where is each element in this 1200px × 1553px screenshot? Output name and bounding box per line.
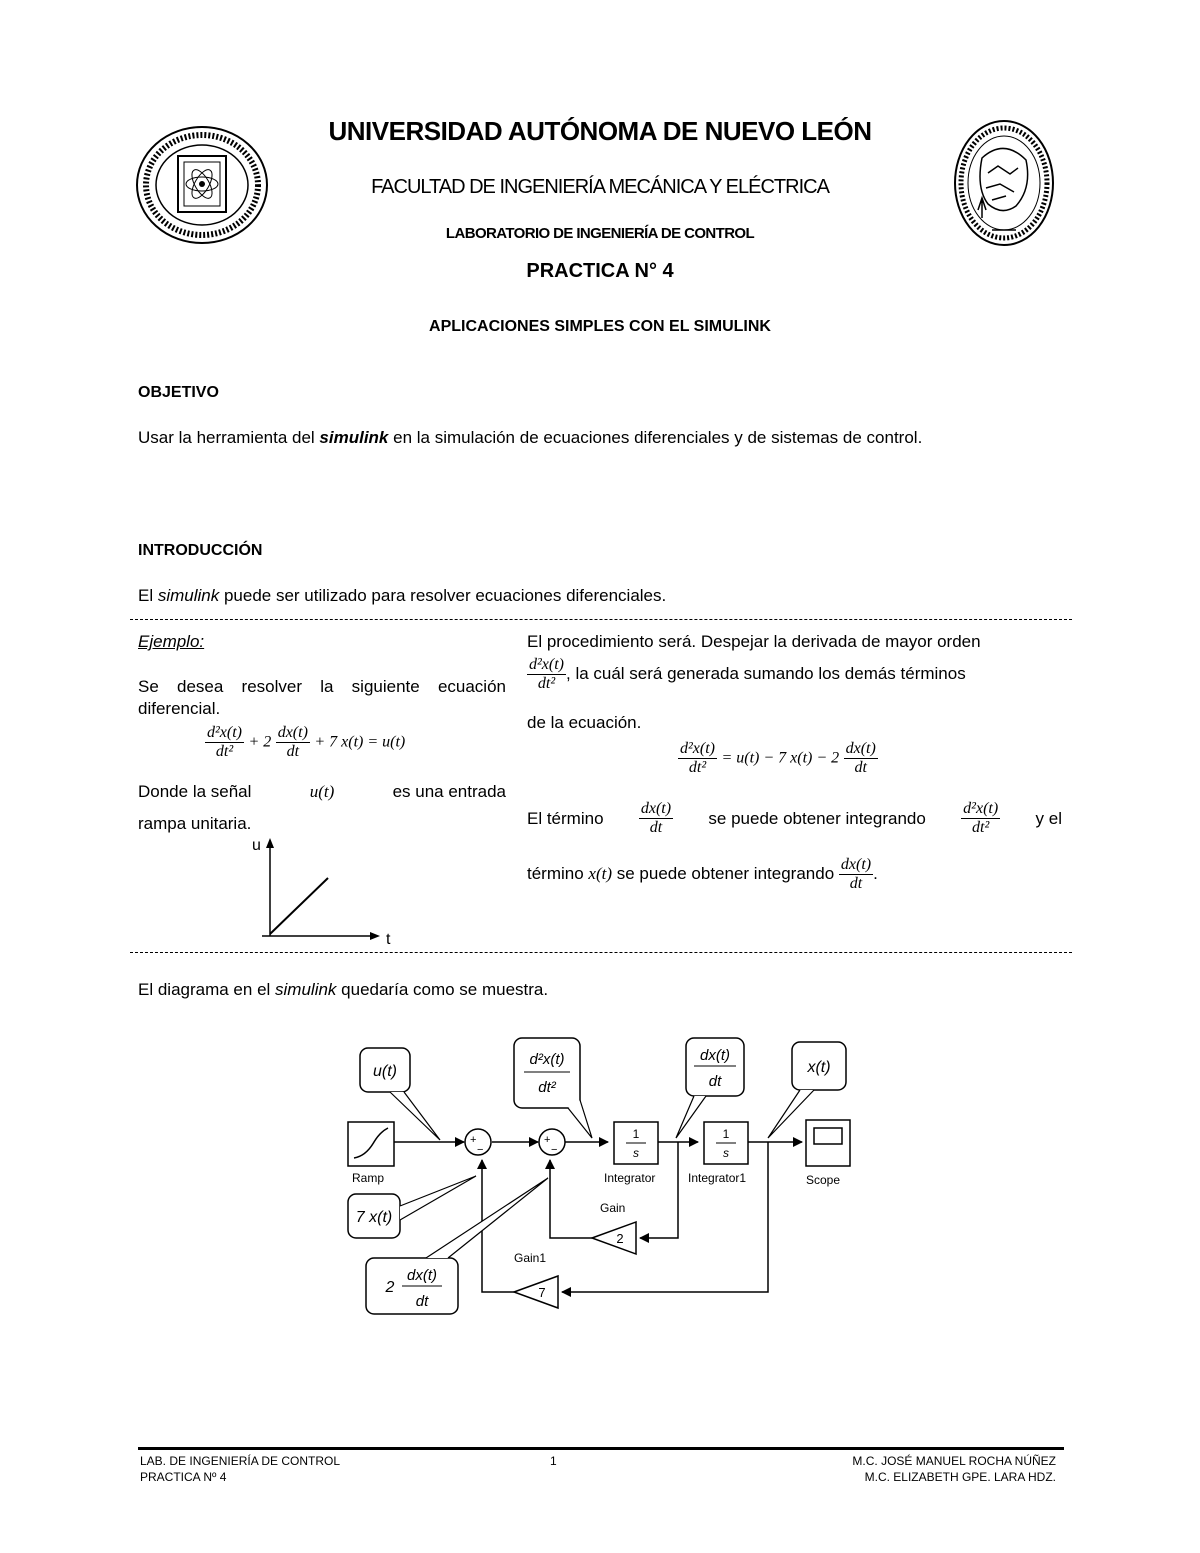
svg-text:7 x(t): 7 x(t) bbox=[355, 1209, 393, 1226]
objective-text: Usar la herramienta del simulink en la simulación de ecuaciones diferenciales y de sistemas de control. bbox=[138, 428, 923, 447]
gain1-block bbox=[514, 1276, 558, 1308]
scope-label: Scope bbox=[806, 1173, 841, 1187]
practice-title: PRACTICA N° 4 bbox=[526, 260, 674, 282]
svg-text:1: 1 bbox=[632, 1127, 640, 1141]
faculty-title: FACULTAD DE INGENIERÍA MECÁNICA Y ELÉCTRICA bbox=[371, 176, 829, 198]
procedure-line3: de la ecuación. bbox=[527, 713, 642, 732]
footer-right-2: M.C. ELIZABETH GPE. LARA HDZ. bbox=[864, 1470, 1056, 1484]
top-dashed-divider bbox=[130, 619, 1072, 620]
footer-page-number: 1 bbox=[550, 1454, 557, 1468]
integrator-label: Integrator bbox=[604, 1171, 656, 1185]
integrator1-block bbox=[704, 1122, 748, 1164]
footer-rule bbox=[138, 1447, 1064, 1450]
objective-heading: OBJETIVO bbox=[138, 384, 219, 401]
lab-title: LABORATORIO DE INGENIERÍA DE CONTROL bbox=[445, 225, 755, 242]
gain-block bbox=[592, 1222, 640, 1254]
sum-block-1 bbox=[465, 1129, 491, 1156]
practice-subtitle: APLICACIONES SIMPLES CON EL SIMULINK bbox=[429, 318, 771, 335]
svg-text:2: 2 bbox=[616, 1231, 624, 1246]
diagram-intro-text: El diagrama en el simulink quedaría como se muestra. bbox=[138, 980, 549, 999]
svg-text:u(t): u(t) bbox=[373, 1063, 397, 1080]
svg-text:d²x(t): d²x(t) bbox=[529, 1051, 565, 1068]
footer-left-1: LAB. DE INGENIERÍA DE CONTROL bbox=[140, 1454, 341, 1468]
procedure-line1: El procedimiento será. Despejar la derivada de mayor orden bbox=[527, 632, 981, 651]
sum-block-2 bbox=[539, 1129, 565, 1156]
gain1-label: Gain1 bbox=[514, 1251, 547, 1265]
ramp-block bbox=[348, 1122, 394, 1166]
callout-7x bbox=[348, 1176, 476, 1238]
plot-t-label: t bbox=[386, 931, 391, 948]
plot-u-label: u bbox=[252, 837, 261, 854]
solved-equation: $\frac{\text{d²x(t)}}{\text{dt²}}$ = u(t) − 7 x(t) − 2 $\frac{dx(t)}{dt}$ bbox=[680, 740, 876, 776]
signal-line2: rampa unitaria. bbox=[138, 814, 252, 833]
svg-text:x(t): x(t) bbox=[807, 1059, 831, 1076]
procedure-term1: El término $\frac{dx(t)}{dt}$ se puede obtener integrando $\frac{\text{d²x(t)}}{\text{dt²}}$ y el bbox=[527, 800, 1062, 836]
procedure-term2: término x(t) se puede obtener integrando $\frac{dx(t)}{dt}$ . bbox=[527, 856, 878, 892]
svg-text:−: − bbox=[477, 1144, 484, 1156]
svg-text:2: 2 bbox=[385, 1279, 395, 1296]
svg-text:dx(t): dx(t) bbox=[407, 1267, 437, 1284]
intro-text: El simulink puede ser utilizado para resolver ecuaciones diferenciales. bbox=[138, 586, 667, 605]
svg-text:+: + bbox=[544, 1134, 551, 1146]
svg-text:dt: dt bbox=[415, 1293, 429, 1310]
svg-text:s: s bbox=[723, 1146, 729, 1160]
ramp-label: Ramp bbox=[352, 1171, 385, 1185]
scope-block bbox=[806, 1120, 850, 1166]
example-label: Ejemplo: bbox=[138, 632, 205, 651]
simulink-diagram bbox=[330, 1030, 870, 1320]
footer-right-1: M.C. JOSÉ MANUEL ROCHA NÚÑEZ bbox=[852, 1454, 1056, 1468]
procedure-line2: $\frac{\text{d²x(t)}}{\text{dt²}}$ , la cuál será generada sumando los demás términos bbox=[529, 656, 966, 692]
svg-text:−: − bbox=[551, 1144, 558, 1156]
callout-d2x bbox=[514, 1038, 592, 1138]
diff-equation: $\frac{\text{d²x(t)}}{\text{dt²}}$ + 2 $\frac{dx(t)}{dt}$ + 7 x(t) = u(t) bbox=[207, 724, 406, 760]
example-line1: Se desea resolver la siguiente ecuación bbox=[138, 677, 506, 696]
footer-left-2: PRACTICA Nº 4 bbox=[140, 1470, 227, 1484]
svg-text:dt²: dt² bbox=[538, 1079, 556, 1096]
integrator1-label: Integrator1 bbox=[688, 1171, 747, 1185]
svg-text:s: s bbox=[633, 1146, 639, 1160]
integrator-block bbox=[614, 1122, 658, 1164]
svg-text:dx(t): dx(t) bbox=[700, 1047, 730, 1064]
svg-text:dt: dt bbox=[708, 1073, 722, 1090]
svg-text:+: + bbox=[470, 1134, 477, 1146]
signal-line1: Donde la señal u(t) es una entrada bbox=[138, 782, 506, 801]
svg-text:7: 7 bbox=[538, 1285, 546, 1300]
bottom-dashed-divider bbox=[130, 952, 1072, 953]
svg-text:1: 1 bbox=[722, 1127, 730, 1141]
example-line2: diferencial. bbox=[138, 699, 221, 718]
university-title: UNIVERSIDAD AUTÓNOMA DE NUEVO LEÓN bbox=[328, 116, 872, 146]
gain-label: Gain bbox=[600, 1201, 626, 1215]
intro-heading: INTRODUCCIÓN bbox=[138, 542, 263, 559]
ramp-plot bbox=[248, 836, 408, 948]
